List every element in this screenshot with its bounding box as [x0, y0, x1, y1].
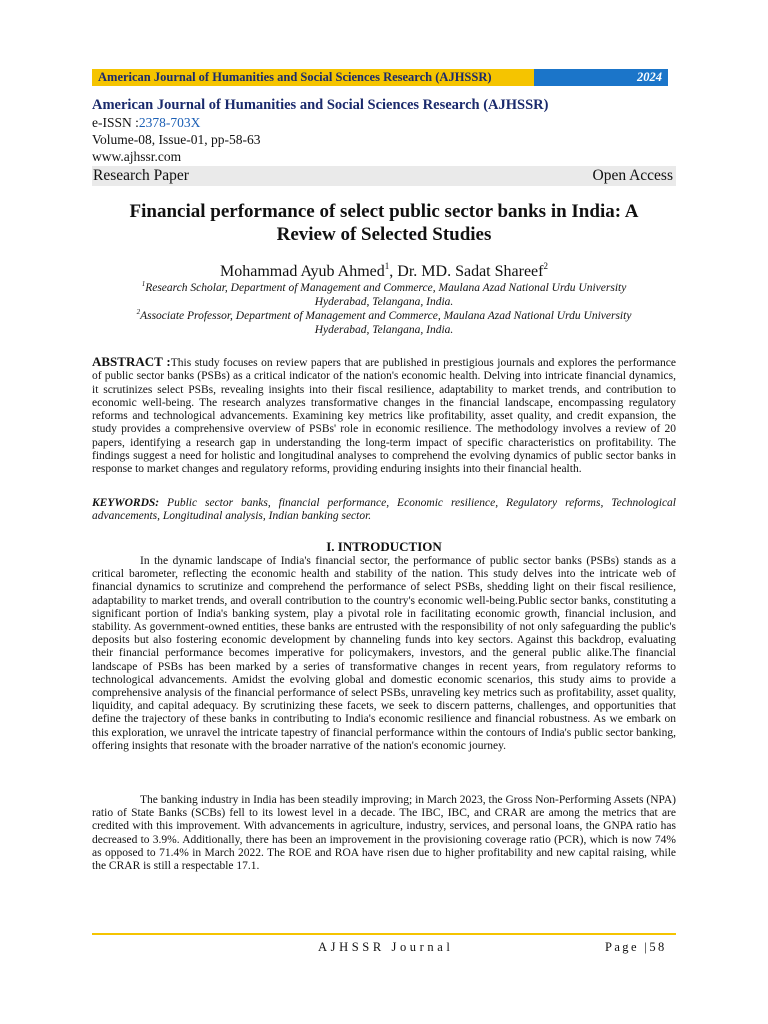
banner-year: 2024: [534, 69, 668, 86]
body-paragraph: The banking industry in India has been steadily improving; in March 2023, the Gross Non-Performing Assets (NPA) ratio of State Banks (SCBs) fell to its lowest level in a decade. The IBC, IBC, and CRAR are among the metrics that are credited with this improvement. With advancements in agriculture, industry, services, and personal loans, the GNPA ratio has decreased to 3.9%. Additionally, there has been an improvement in the provisioning coverage ratio (PCR), which is now 74% as opposed to 71.4% in March 2022. The ROE and ROA have risen due to higher profitability and new capital raising, while the CRAR is still a respectable 17.1.: [92, 794, 676, 873]
affiliation-text: Associate Professor, Department of Management and Commerce, Maulana Azad National Urdu University: [140, 310, 632, 322]
footer-journal: AJHSSR Journal: [318, 940, 454, 954]
keywords-label: KEYWORDS:: [92, 497, 160, 509]
affiliation-location: Hyderabad, Telangana, India.: [314, 324, 454, 336]
article-type-bar: [92, 166, 676, 186]
affiliation-text: Research Scholar, Department of Management and Commerce, Maulana Azad National Urdu University: [145, 282, 627, 294]
section-heading: I. INTRODUCTION: [326, 539, 442, 554]
affiliation: [92, 305, 676, 337]
journal-info: [92, 97, 676, 165]
journal-name: American Journal of Humanities and Social Sciences Research (AJHSSR): [92, 97, 549, 113]
author-name: , Dr. MD. Sadat Shareef: [389, 263, 544, 280]
abstract: [92, 355, 676, 477]
body-paragraph: In the dynamic landscape of India's financial sector, the performance of public sector banks (PSBs) stands as a critical barometer, reflecting the economic health and stability of the nation. This study delves into the intricate web of financial dynamics to scrutinize and comprehend the performance of select PSBs, shedding light on their fiscal resilience, adaptability to market trends, and overall contribution to the country's economic well-being.Public sector banks, constituting a significant portion of India's banking system, play a pivotal role in facilitating economic growth, financial inclusion, and stability. As government-owned entities, these banks are entrusted with the responsibility of not only safeguarding the public's deposits but also fostering economic development by channeling funds into key sectors. Against this backdrop, evaluating their financial performance becomes imperative for policymakers, investors, and the general public alike.The financial landscape of PSBs has been marked by a series of transformative changes in recent years, from regulatory reforms to technological advancements. Amidst the evolving global and domestic economic scenarios, this study aims to provide a comprehensive analysis of the financial performance of select PSBs, unraveling key metrics such as profitability, asset quality, liquidity, and capital adequacy. By scrutinizing these facets, we seek to discern patterns, challenges, and opportunities that define the trajectory of these banks in contributing to India's economic resilience and financial robustness. As we embark on this exploration, we unravel the intricate tapestry of financial performance within the contours of India's public sector banking, offering insights that resonate with the broader narrative of the nation's economic journey.: [92, 555, 676, 752]
author-name: Mohammad Ayub Ahmed: [220, 263, 385, 280]
affiliation-line: [92, 277, 676, 295]
page-number: Page |58: [605, 940, 667, 954]
article-type: Research Paper: [93, 167, 189, 184]
footer-divider: [92, 933, 676, 935]
paper-title-line1: Financial performance of select public sector banks in India: A: [129, 201, 639, 222]
affiliation-location: Hyderabad, Telangana, India.: [314, 296, 454, 308]
affiliation-line: [92, 305, 676, 323]
affiliation-superscript: 1: [141, 280, 146, 288]
keywords: [92, 497, 676, 524]
volume-line: Volume-08, Issue-01, pp-58-63: [92, 132, 261, 147]
paper-title: [92, 200, 676, 246]
banner-journal-title: American Journal of Humanities and Social Sciences Research (AJHSSR): [92, 69, 534, 86]
abstract-label: ABSTRACT :: [92, 354, 171, 369]
abstract-text: This study focuses on review papers that are published in prestigious journals and explores the performance of public sector banks (PSBs) as a critical indicator of the nation's economic health. Delving into intricate financial dynamics, it scrutinizes select PSBs, revealing insights into their fiscal resilience, adaptability to market trends, and contribution to economic well-being. The research analyzes transformative changes in the financial landscape, encompassing regulatory reforms and technological advancements. Examining key metrics like profitability, asset quality, and credit expansion, the study provides a comprehensive overview of PSBs' role in economic resilience. The methodology involves a review of 20 papers, identifying a research gap in understanding the long-term impact of specific characteristics on profitability. The findings suggest a need for holistic and longitudinal analyses to comprehend the evolving dynamics of public sector banks in response to market changes and regulatory reforms, providing enduring insights into their financial health.: [92, 357, 676, 476]
author-superscript: 2: [543, 261, 548, 271]
issn-label: e-ISSN :: [92, 115, 139, 130]
website-line: www.ajhssr.com: [92, 149, 182, 164]
journal-banner: [92, 69, 668, 86]
author-superscript: 1: [384, 261, 390, 271]
paper-title-line2: Review of Selected Studies: [276, 224, 492, 245]
issn-value: 2378-703X: [138, 115, 201, 130]
keywords-text: Public sector banks, financial performance, Economic resilience, Regulatory reforms, Technological advancements, Longitudinal analysis, Indian banking sector.: [92, 497, 676, 523]
affiliation-superscript: 2: [136, 308, 141, 316]
access-type: Open Access: [592, 167, 673, 184]
issn-line: [92, 114, 676, 131]
